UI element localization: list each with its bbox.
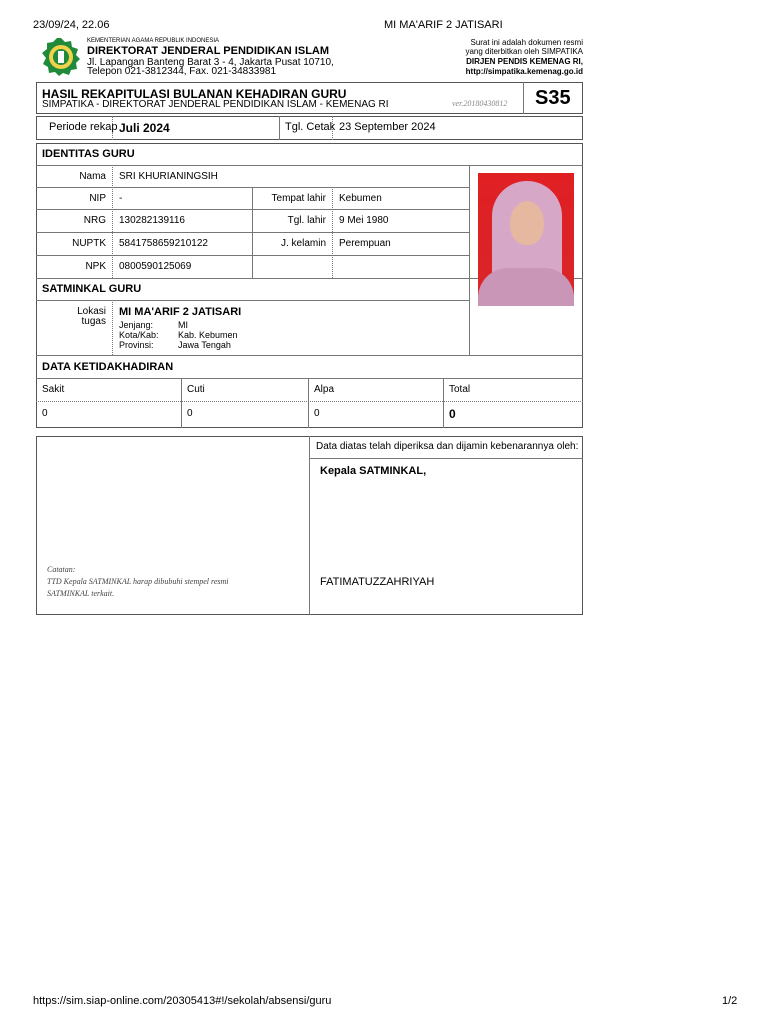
tempat-lahir-value: Kebumen <box>339 193 382 204</box>
jenis-kelamin-label: J. kelamin <box>280 238 326 249</box>
report-title: HASIL REKAPITULASI BULANAN KEHADIRAN GURU <box>42 87 347 101</box>
lokasi-label-2: tugas <box>81 316 106 327</box>
print-date-value: 23 September 2024 <box>339 121 436 133</box>
tempat-lahir-label: Tempat lahir <box>271 193 326 204</box>
verified-text: Data diatas telah diperiksa dan dijamin kebenarannya oleh: <box>316 441 579 452</box>
satminkal-section-title: SATMINKAL GURU <box>42 283 142 295</box>
period-value: Juli 2024 <box>119 121 170 135</box>
report-code: S35 <box>535 87 571 109</box>
official-note-line3: DIRJEN PENDIS KEMENAG RI, <box>466 57 583 66</box>
official-note-line1: Surat ini adalah dokumen resmi <box>470 38 583 47</box>
print-datetime: 23/09/24, 22.06 <box>33 19 110 31</box>
provinsi-value: Jawa Tengah <box>178 340 231 350</box>
lokasi-label-1: Lokasi <box>77 306 106 317</box>
note-line-2: SATMINKAL terkait. <box>47 589 115 598</box>
kota-label: Kota/Kab: <box>119 330 159 340</box>
nuptk-value: 5841758659210122 <box>119 238 208 249</box>
npk-value: 0800590125069 <box>119 261 192 272</box>
absence-section-title: DATA KETIDAKHADIRAN <box>42 361 174 373</box>
kemenag-logo-icon <box>41 37 81 77</box>
note-line-1: TTD Kepala SATMINKAL harap dibubuhi stempel resmi <box>47 577 229 586</box>
note-title: Catatan: <box>47 565 76 574</box>
teacher-photo <box>478 173 574 306</box>
print-page-count: 1/2 <box>722 995 738 1007</box>
provinsi-label: Provinsi: <box>119 340 154 350</box>
nip-value: - <box>119 193 123 204</box>
directorate-phone: Telepon 021-3812344, Fax. 021-34833981 <box>87 66 277 77</box>
tgl-lahir-value: 9 Mei 1980 <box>339 215 389 226</box>
official-note-line4: http://simpatika.kemenag.go.id <box>465 67 583 76</box>
signer-role: Kepala SATMINKAL, <box>320 465 427 477</box>
nrg-value: 130282139116 <box>119 215 185 226</box>
alpa-header: Alpa <box>314 384 335 395</box>
tgl-lahir-label: Tgl. lahir <box>287 215 326 226</box>
cuti-value: 0 <box>187 408 193 419</box>
nama-value: SRI KHURIANINGSIH <box>119 171 218 182</box>
directorate-name: DIREKTORAT JENDERAL PENDIDIKAN ISLAM <box>87 45 330 57</box>
cuti-header: Cuti <box>187 384 205 395</box>
nama-label: Nama <box>79 171 106 182</box>
print-date-label: Tgl. Cetak <box>285 121 336 133</box>
sakit-value: 0 <box>42 408 48 419</box>
jenjang-value: MI <box>178 320 188 330</box>
report-version: ver.20180430812 <box>452 99 508 108</box>
school-name: MI MA'ARIF 2 JATISARI <box>119 306 242 318</box>
jenis-kelamin-value: Perempuan <box>339 238 391 249</box>
directorate-address: Jl. Lapangan Banteng Barat 3 - 4, Jakarta Pusat 10710, <box>87 57 334 68</box>
report-subtitle: SIMPATIKA - DIREKTORAT JENDERAL PENDIDIKAN ISLAM - KEMENAG RI <box>42 99 389 110</box>
print-page-title: MI MA'ARIF 2 JATISARI <box>384 19 503 31</box>
identity-section-title: IDENTITAS GURU <box>42 148 135 160</box>
ministry-name: KEMENTERIAN AGAMA REPUBLIK INDONESIA <box>87 38 220 44</box>
jenjang-label: Jenjang: <box>119 320 154 330</box>
nrg-label: NRG <box>83 215 106 226</box>
nuptk-label: NUPTK <box>72 238 106 249</box>
sakit-header: Sakit <box>42 384 65 395</box>
official-note-line2: yang diterbitkan oleh SIMPATIKA <box>465 47 583 56</box>
period-label: Periode rekap <box>49 121 118 133</box>
kota-value: Kab. Kebumen <box>178 330 238 340</box>
total-header: Total <box>449 384 471 395</box>
total-value: 0 <box>449 407 456 421</box>
print-url: https://sim.siap-online.com/20305413#!/sekolah/absensi/guru <box>33 995 332 1007</box>
alpa-value: 0 <box>314 408 320 419</box>
nip-label: NIP <box>89 193 106 204</box>
npk-label: NPK <box>85 261 106 272</box>
signer-name: FATIMATUZZAHRIYAH <box>320 576 435 588</box>
